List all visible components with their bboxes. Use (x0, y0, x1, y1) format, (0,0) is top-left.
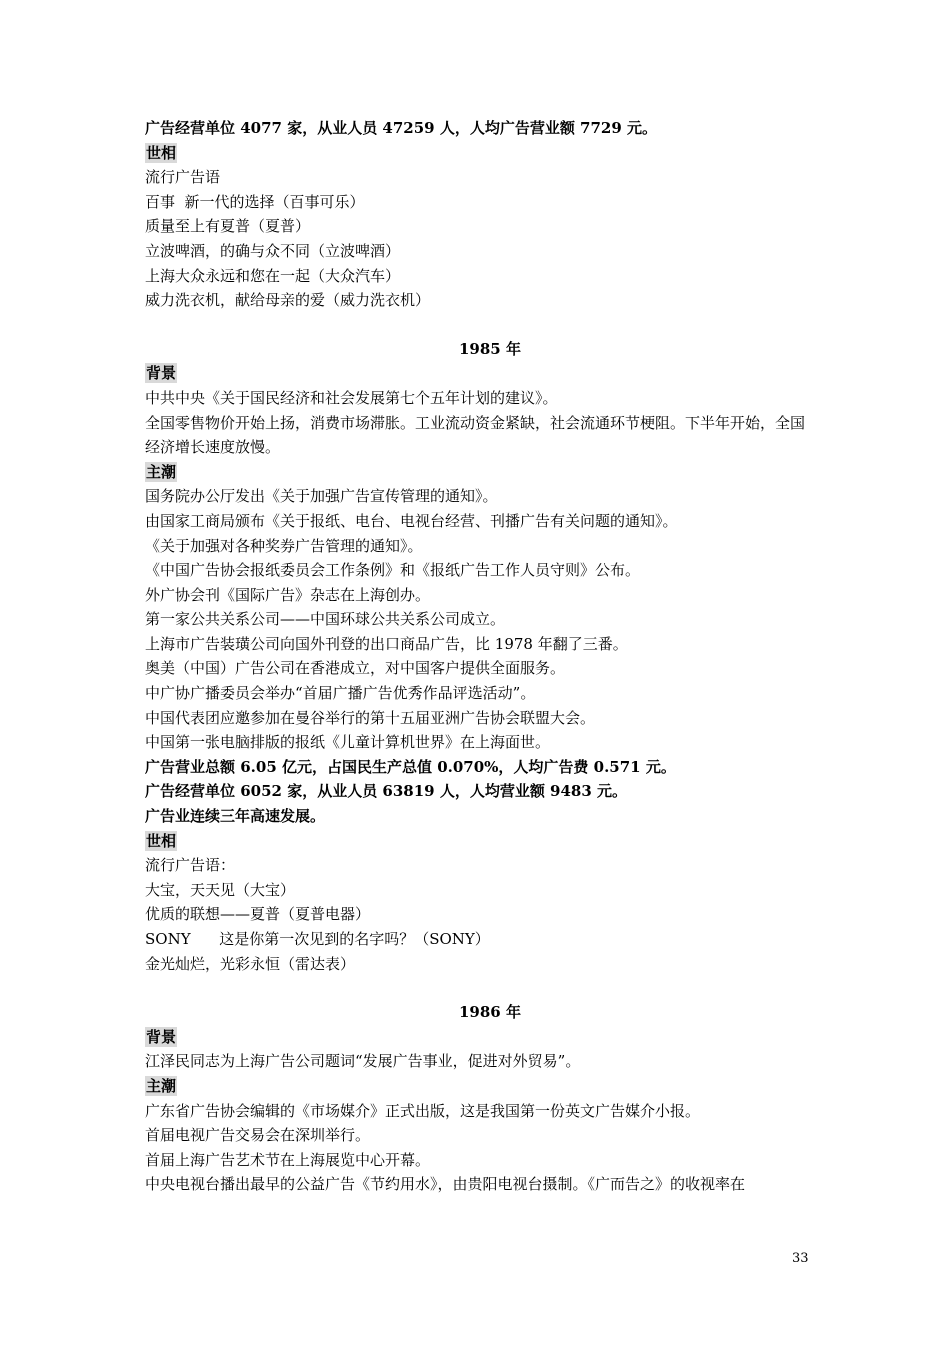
document-page (145, 116, 815, 1197)
main-line: 中国第一张电脑排版的报纸《儿童计算机世界》在上海面世。 (145, 733, 551, 752)
main-line: 首届电视广告交易会在深圳举行。 (145, 1126, 371, 1145)
slogan-line: 威力洗衣机，献给母亲的爱（威力洗衣机） (145, 291, 431, 310)
main-line: 中央电视台播出最早的公益广告《节约用水》，由贵阳电视台摄制。《广而告之》的收视率在 (145, 1175, 746, 1194)
main-line: 外广协会刊《国际广告》杂志在上海创办。 (145, 585, 431, 604)
slogan-line: 百事 新一代的选择（百事可乐） (145, 192, 365, 211)
main-line: 《中国广告协会报纸委员会工作条例》和《报纸广告工作人员守则》公布。 (145, 561, 641, 580)
background-line: 全国零售物价开始上扬，消费市场滞胀。工业流动资金紧缺，社会流通环节梗阻。下半年开始，全国经济增长速度放慢。 (145, 413, 806, 457)
slogan-line: SONY 这是你第一次见到的名字吗？（SONY） (145, 930, 490, 948)
section-tag-world: 世相 (146, 143, 177, 162)
background-line: 江泽民同志为上海广告公司题词“发展广告事业，促进对外贸易”。 (145, 1052, 581, 1071)
slogan-line: 大宝，天天见（大宝） (145, 880, 296, 899)
slogan-heading: 流行广告语： (145, 856, 236, 875)
section-tag-background: 背景 (146, 1027, 177, 1046)
slogan-line: 优质的联想——夏普（夏普电器） (145, 905, 371, 924)
section-tag-background: 背景 (146, 364, 177, 383)
main-line: 由国家工商局颁布《关于报纸、电台、电视台经营、刊播广告有关问题的通知》。 (145, 511, 678, 530)
year-heading-1985: 1985 年 (459, 339, 521, 358)
main-line: 国务院办公厅发出《关于加强广告宣传管理的通知》。 (145, 487, 498, 506)
stat-line: 广告业连续三年高速发展。 (145, 807, 326, 826)
section-tag-main: 主潮 (146, 1076, 177, 1095)
main-line: 奥美（中国）广告公司在香港成立，对中国客户提供全面服务。 (145, 659, 566, 678)
main-line: 上海市广告装璜公司向国外刊登的出口商品广告，比 1978 年翻了三番。 (145, 634, 628, 653)
section-tag-main: 主潮 (146, 462, 177, 481)
main-line: 广东省广告协会编辑的《市场媒介》正式出版，这是我国第一份英文广告媒介小报。 (145, 1101, 701, 1120)
main-line: 第一家公共关系公司——中国环球公共关系公司成立。 (145, 610, 506, 629)
slogan-line: 金光灿烂，光彩永恒（雷达表） (145, 954, 356, 973)
stat-line: 广告经营单位 4077 家，从业人员 47259 人，人均广告营业额 7729 元。 (145, 119, 658, 137)
main-line: 《关于加强对各种奖券广告管理的通知》。 (145, 536, 423, 555)
year-heading-1986: 1986 年 (459, 1003, 521, 1022)
section-tag-world: 世相 (146, 831, 177, 850)
slogan-line: 立波啤酒，的确与众不同（立波啤酒） (145, 241, 401, 260)
slogan-line: 上海大众永远和您在一起（大众汽车） (145, 266, 401, 285)
stat-line: 广告营业总额 6.05 亿元，占国民生产总值 0.070%，人均广告费 0.571 元。 (145, 757, 676, 776)
slogan-heading: 流行广告语 (145, 168, 221, 187)
slogan-line: 质量至上有夏普（夏普） (145, 217, 311, 236)
main-line: 首届上海广告艺术节在上海展览中心开幕。 (145, 1150, 431, 1169)
background-line: 中共中央《关于国民经济和社会发展第七个五年计划的建议》。 (145, 388, 558, 407)
stat-line: 广告经营单位 6052 家，从业人员 63819 人，人均营业额 9483 元。 (145, 782, 628, 801)
page-number: 33 (792, 1251, 809, 1266)
main-line: 中广协广播委员会举办“首届广播广告优秀作品评选活动”。 (145, 684, 536, 703)
main-line: 中国代表团应邀参加在曼谷举行的第十五届亚洲广告协会联盟大会。 (145, 708, 596, 727)
